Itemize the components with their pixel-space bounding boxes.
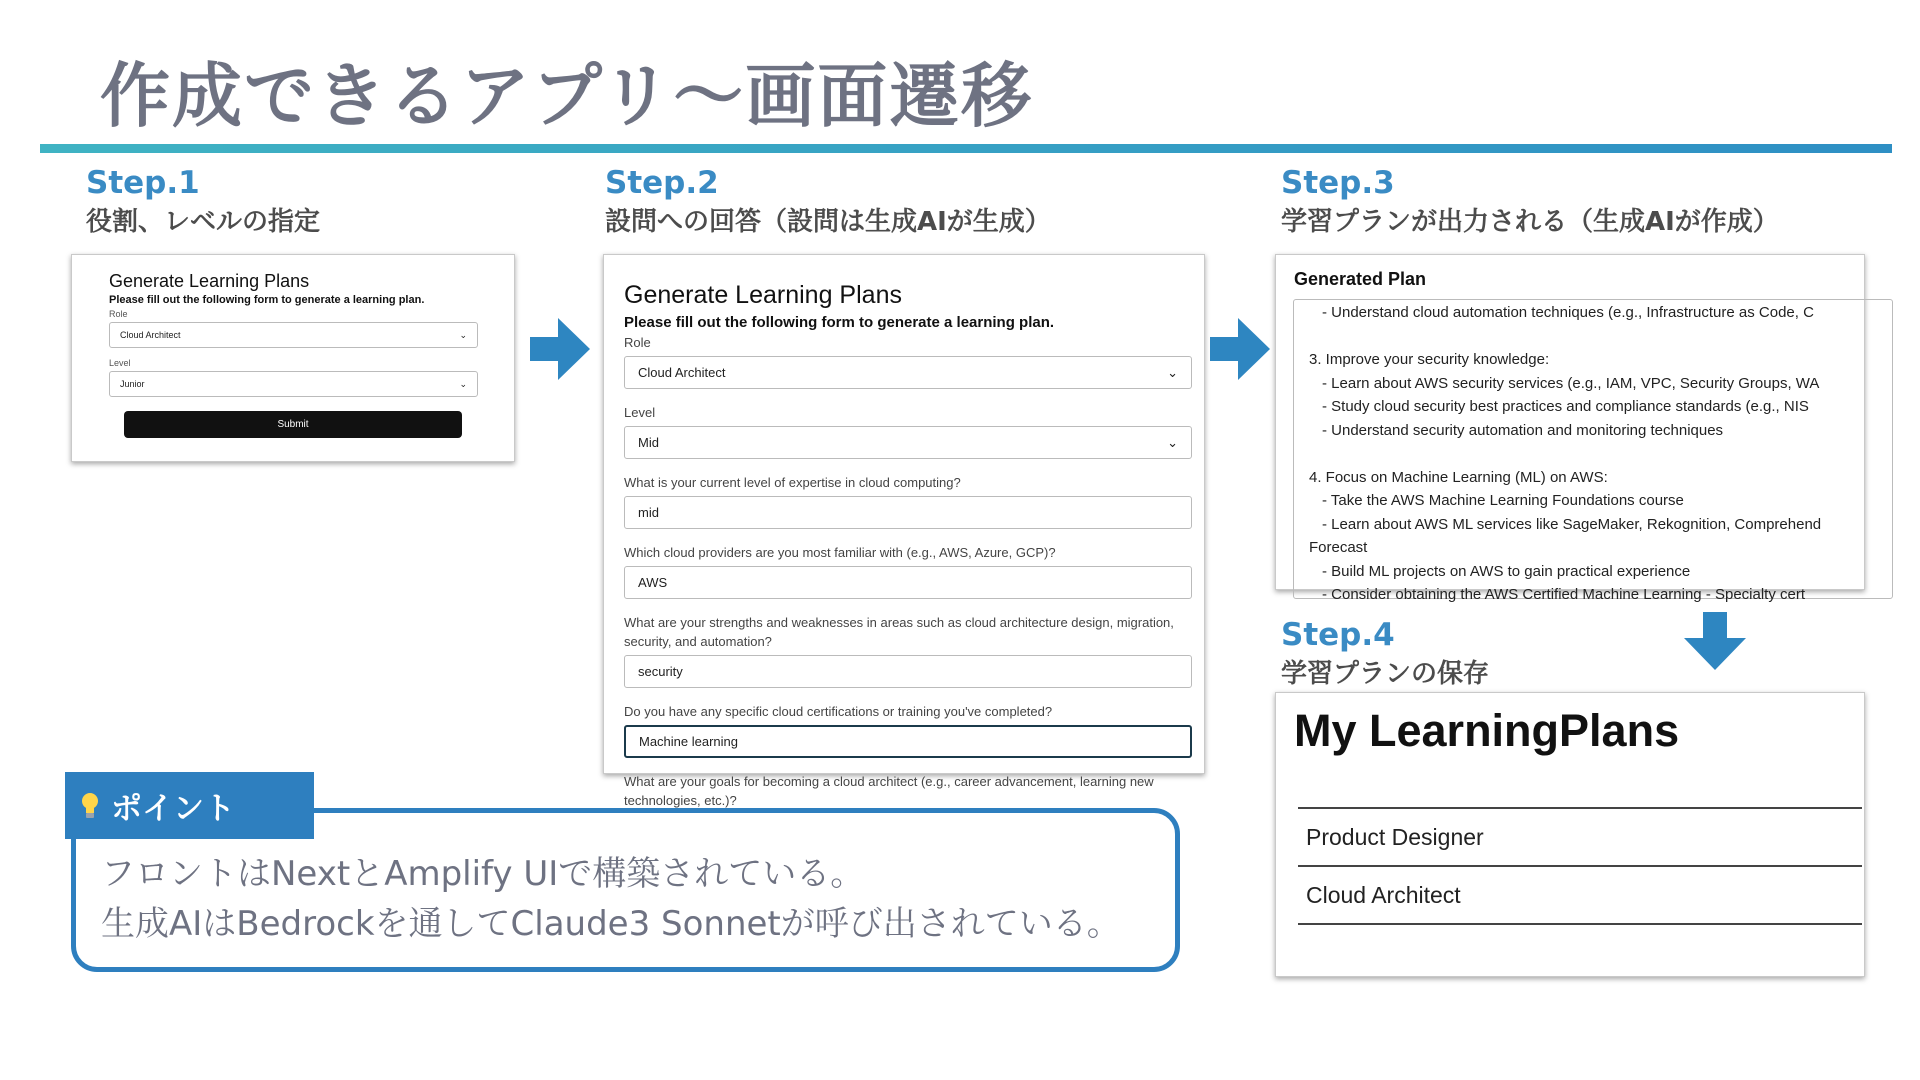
level-select-value: Mid bbox=[638, 435, 659, 450]
step3-label: Step.3 bbox=[1281, 165, 1395, 201]
plan-line: - Understand cloud automation techniques (e.g., Infrastructure as Code, C bbox=[1322, 304, 1814, 321]
plan-line: 4. Focus on Machine Learning (ML) on AWS: bbox=[1309, 468, 1608, 486]
arrow-right-icon bbox=[1210, 318, 1270, 380]
role-label: Role bbox=[109, 309, 128, 319]
step1-screenshot bbox=[71, 254, 515, 462]
step2-screenshot bbox=[603, 254, 1205, 808]
form-subtitle: Please fill out the following form to generate a learning plan. bbox=[109, 294, 425, 306]
generated-plan-textarea[interactable] bbox=[1293, 299, 1893, 603]
question-label: Which cloud providers are you most familiar with (e.g., AWS, Azure, GCP)? bbox=[624, 545, 1056, 560]
step1-desc: 役割、レベルの指定 bbox=[86, 207, 321, 237]
plan-line-blank bbox=[1309, 325, 1892, 349]
step2-desc: 設問への回答（設問は生成AIが生成） bbox=[605, 207, 1051, 237]
plan-line: - Study cloud security best practices and compliance standards (e.g., NIS bbox=[1322, 398, 1809, 415]
step2-header bbox=[605, 164, 1051, 242]
question-label: What are your strengths and weaknesses in areas such as cloud architecture design, migration, security, and automation? bbox=[624, 615, 1174, 649]
step3-header bbox=[1281, 164, 1779, 242]
learning-plan-item[interactable]: Product Designer bbox=[1298, 807, 1862, 865]
step4-screenshot bbox=[1275, 692, 1865, 977]
point-line: フロントはNextとAmplify UIで構築されている。 bbox=[101, 854, 865, 894]
chevron-down-icon: ⌄ bbox=[1167, 364, 1178, 380]
form-title: Generate Learning Plans bbox=[624, 281, 902, 309]
plan-line: - Learn about AWS security services (e.g., IAM, VPC, Security Groups, WA bbox=[1322, 374, 1820, 392]
chevron-down-icon: ⌄ bbox=[1167, 434, 1178, 450]
question-label: What is your current level of expertise in cloud computing? bbox=[624, 475, 961, 490]
step4-desc: 学習プランの保存 bbox=[1281, 659, 1490, 689]
step4-header bbox=[1281, 616, 1489, 694]
form-title: Generate Learning Plans bbox=[109, 271, 310, 291]
plan-line: - Learn about AWS ML services like SageMaker, Rekognition, Comprehend bbox=[1322, 515, 1822, 533]
question-label: What are your goals for becoming a cloud architect (e.g., career advancement, learning new technologies, etc.)? bbox=[624, 774, 1154, 808]
generated-plan-heading: Generated Plan bbox=[1294, 269, 1427, 289]
level-label: Level bbox=[109, 358, 131, 368]
title-divider bbox=[40, 144, 1892, 153]
step3-screenshot bbox=[1275, 254, 1865, 603]
point-line: 生成AIはBedrockを通してClaude3 Sonnetが呼び出されている。 bbox=[101, 904, 1121, 944]
step2-label: Step.2 bbox=[605, 165, 719, 201]
answer-input[interactable]: security bbox=[624, 655, 1192, 688]
slide-title: 作成できるアプリ〜画面遷移 bbox=[100, 55, 1034, 137]
level-select[interactable] bbox=[624, 426, 1192, 459]
level-select-value: Junior bbox=[120, 379, 145, 389]
role-select[interactable] bbox=[624, 356, 1192, 389]
role-label: Role bbox=[624, 335, 651, 350]
learning-plan-item[interactable]: Cloud Architect bbox=[1298, 865, 1862, 923]
plan-line: 3. Improve your security knowledge: bbox=[1309, 351, 1550, 368]
plan-line-blank bbox=[1309, 442, 1892, 466]
plan-line: - Understand security automation and monitoring techniques bbox=[1322, 421, 1724, 439]
level-label: Level bbox=[624, 405, 656, 420]
arrow-down-icon bbox=[1684, 612, 1746, 670]
level-select[interactable] bbox=[109, 371, 478, 397]
step3-desc: 学習プランが出力される（生成AIが作成） bbox=[1281, 207, 1779, 237]
step1-header bbox=[86, 164, 320, 242]
plan-line: - Consider obtaining the AWS Certified Machine Learning - Specialty cert bbox=[1322, 586, 1806, 603]
question-label: Do you have any specific cloud certifications or training you've completed? bbox=[624, 704, 1053, 719]
chevron-down-icon: ⌄ bbox=[459, 378, 467, 389]
plan-line: - Take the AWS Machine Learning Foundations course bbox=[1322, 492, 1684, 509]
plan-line: Forecast bbox=[1309, 539, 1368, 556]
answer-input[interactable]: mid bbox=[624, 496, 1192, 529]
submit-button[interactable]: Submit bbox=[124, 411, 462, 438]
lightbulb-icon bbox=[81, 792, 99, 820]
list-divider bbox=[1298, 923, 1862, 925]
plan-line: - Build ML projects on AWS to gain practical experience bbox=[1322, 562, 1691, 580]
step4-label: Step.4 bbox=[1281, 617, 1395, 653]
form-subtitle: Please fill out the following form to generate a learning plan. bbox=[624, 314, 1055, 331]
role-select[interactable] bbox=[109, 322, 478, 348]
role-select-value: Cloud Architect bbox=[638, 365, 726, 380]
point-tab bbox=[65, 772, 314, 839]
learning-plans-list bbox=[1298, 807, 1862, 925]
role-select-value: Cloud Architect bbox=[120, 330, 181, 340]
arrow-right-icon bbox=[530, 318, 590, 380]
my-learning-plans-heading: My LearningPlans bbox=[1294, 705, 1680, 756]
answer-input-focused[interactable]: Machine learning bbox=[624, 725, 1192, 758]
step1-label: Step.1 bbox=[86, 165, 200, 201]
answer-input[interactable]: AWS bbox=[624, 566, 1192, 599]
point-tab-label: ポイント bbox=[111, 791, 235, 827]
chevron-down-icon: ⌄ bbox=[459, 329, 467, 340]
